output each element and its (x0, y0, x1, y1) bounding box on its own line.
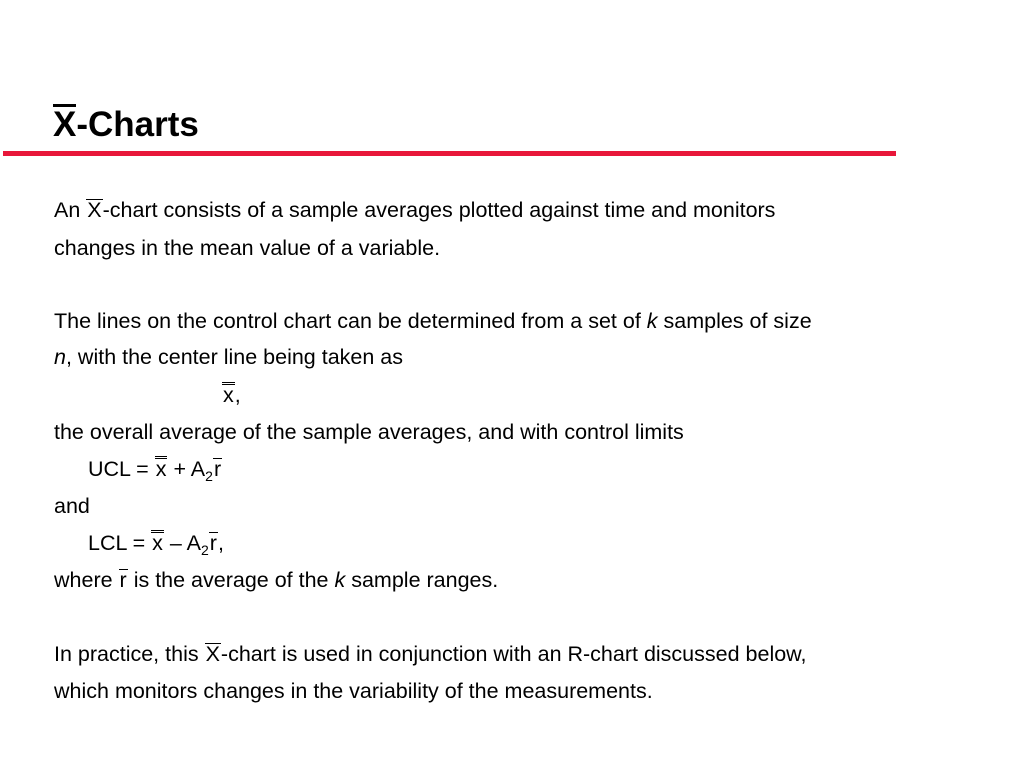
p1-xbar: X (87, 198, 102, 222)
p2-line1 (54, 307, 812, 335)
lcl-minus-a: – A (163, 531, 201, 555)
title-x-bar: X (53, 105, 77, 144)
xbarbar-line (222, 381, 241, 409)
p2-line4: the overall average of the sample averages, and with control limits (54, 420, 684, 444)
p2-text-a: The lines on the control chart can be determined from a set of (54, 309, 647, 333)
where-text-b: is the average of the (127, 568, 335, 592)
p2-k: k (646, 309, 658, 333)
title-underline-rule (3, 151, 896, 156)
ucl-label: UCL = (88, 457, 155, 481)
lcl-rbar: r (209, 531, 217, 555)
p3-line2: which monitors changes in the variability of the measurements. (54, 679, 653, 703)
p3-text-a: In practice, this (54, 642, 205, 666)
ucl-subscript: 2 (205, 468, 213, 484)
p3-line1 (54, 640, 807, 668)
and-line: and (54, 494, 90, 518)
lcl-subscript: 2 (200, 542, 209, 558)
lcl-comma: , (217, 531, 224, 555)
p1-line2: changes in the mean value of a variable. (54, 236, 441, 260)
p3-xbar: X (205, 642, 220, 666)
xbarbar-symbol: x (223, 383, 234, 407)
ucl-xbarbar: x (155, 457, 167, 481)
p3-text-b: -chart is used in conjunction with an R-chart discussed below, (220, 642, 807, 666)
p2-text-b: samples of size (657, 309, 812, 333)
p2-n: n (54, 345, 66, 369)
p1-text-a: An (54, 198, 87, 222)
xbarbar-comma: , (234, 383, 241, 407)
p2-line2 (54, 343, 403, 371)
p2-text-c: , with the center line being taken as (65, 345, 404, 369)
lcl-label: LCL = (88, 531, 152, 555)
ucl-formula (88, 455, 222, 483)
title-rest: -Charts (76, 105, 199, 144)
ucl-plus-a: + A (167, 457, 206, 481)
where-line (54, 566, 498, 594)
where-rbar: r (119, 568, 127, 592)
p1-text-b: -chart consists of a sample averages plotted against time and monitors (102, 198, 776, 222)
slide-title (53, 103, 199, 147)
lcl-formula (88, 529, 224, 557)
where-k: k (334, 568, 346, 592)
where-text-c: sample ranges. (345, 568, 499, 592)
p1-line1 (54, 196, 775, 224)
ucl-rbar: r (213, 457, 222, 481)
where-text-a: where (54, 568, 119, 592)
lcl-xbarbar: x (152, 531, 163, 555)
